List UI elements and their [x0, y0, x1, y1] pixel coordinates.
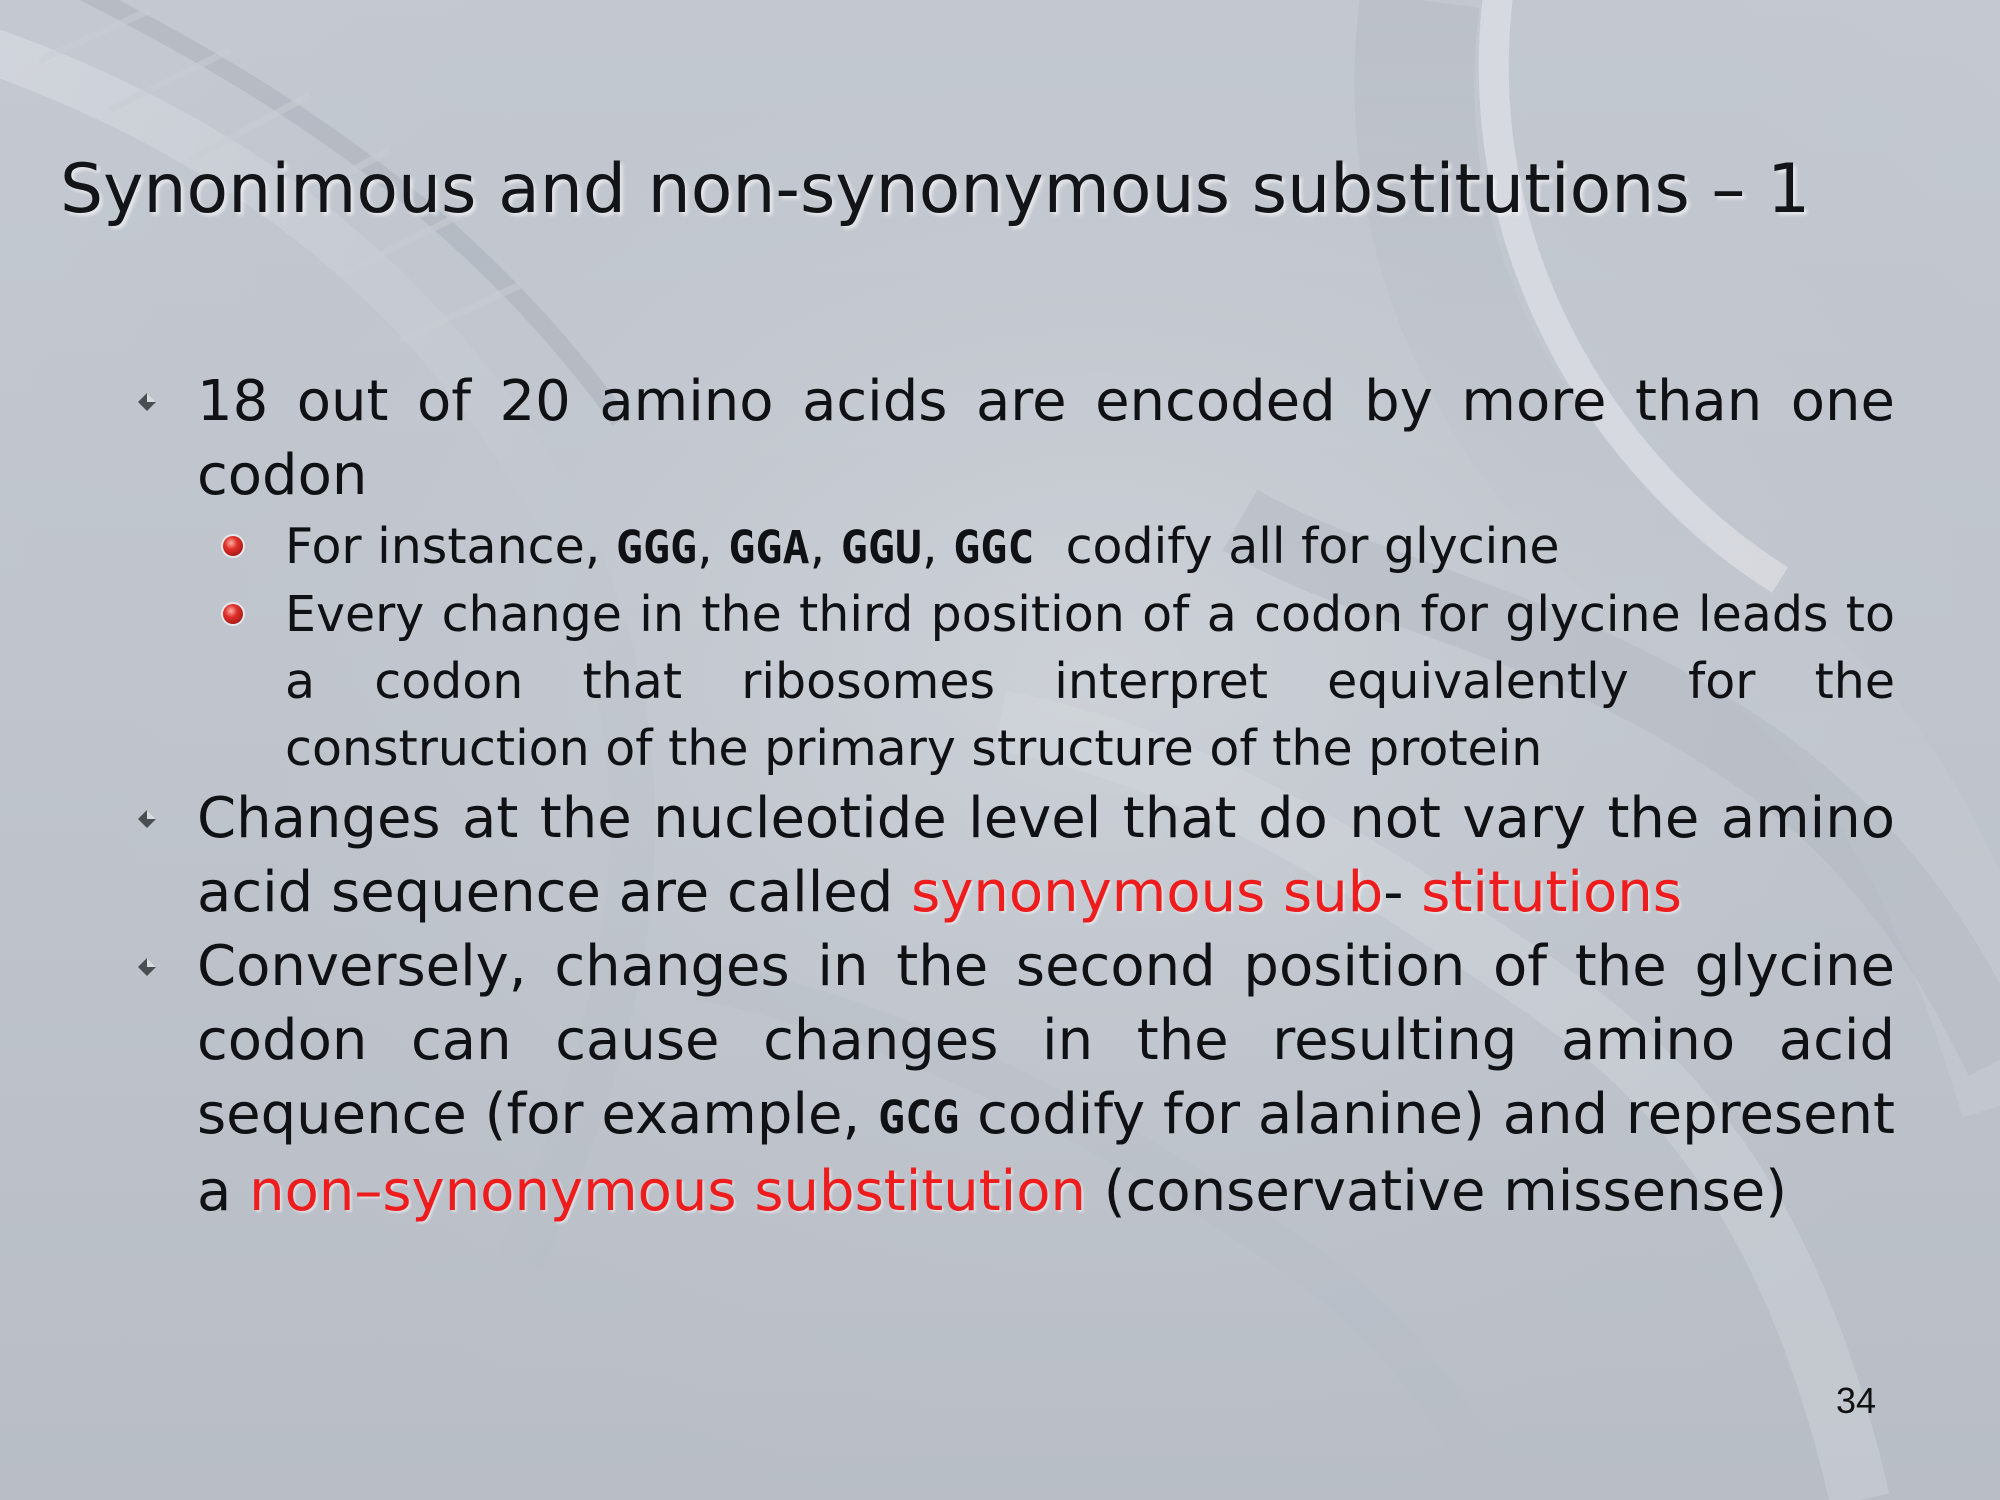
sub-text-after: codify all for glycine [1034, 518, 1560, 575]
codon-gcg: GCG [878, 1091, 960, 1144]
codon-ggg: GGG [615, 521, 698, 574]
sub-text-2: Every change in the third position of a codon for glycine leads to a codon that ribosomes interpret equivalently for the construction of the primary structure of the protein [285, 586, 1895, 777]
sub-bullet-item-1 [135, 513, 1895, 581]
sub-bullet-item-2 [135, 581, 1895, 782]
separator-1: , [697, 518, 729, 575]
hyphen: - [1383, 860, 1404, 925]
bullet-marker-icon [137, 392, 157, 412]
bullet-marker-icon [137, 809, 157, 829]
bullet-text-3-before: Conversely, changes in the second position of the glycine codon can cause changes in the resulting amino acid sequence (for example, [197, 934, 1895, 1147]
page-number: 34 [1836, 1380, 1877, 1421]
codon-gga: GGA [728, 521, 810, 574]
sub-bullet-dot-icon [223, 536, 243, 556]
bullet-item-1 [135, 365, 1895, 513]
bullet-text-1: 18 out of 20 amino acids are encoded by more than one codon [197, 369, 1895, 508]
separator-3: , [922, 518, 954, 575]
sub-bullet-dot-icon [223, 604, 243, 624]
bullet-text-3-middle: codify for alanine) and represent a [197, 1082, 1895, 1224]
highlight-stitutions: stitutions [1421, 860, 1682, 925]
bullet-text-3-after: (conservative missense) [1085, 1159, 1788, 1224]
highlight-synonymous: synonymous sub [911, 860, 1384, 925]
slide-content [135, 365, 1895, 1229]
bullet-text-2: Changes at the nucleotide level that do not vary the amino acid sequence are called [197, 786, 1895, 925]
separator-2: , [809, 518, 841, 575]
codon-ggu: GGU [840, 521, 923, 574]
sub-text-before: For instance, [285, 518, 616, 575]
codon-ggc: GGC [953, 521, 1035, 574]
bullet-marker-icon [137, 957, 157, 977]
bullet-item-2 [135, 782, 1895, 930]
slide-title: Synonimous and non-synonymous substitutions – 1 [60, 150, 1811, 229]
bullet-item-3 [135, 930, 1895, 1229]
highlight-non-synonymous: non–synonymous substitution [249, 1159, 1086, 1224]
